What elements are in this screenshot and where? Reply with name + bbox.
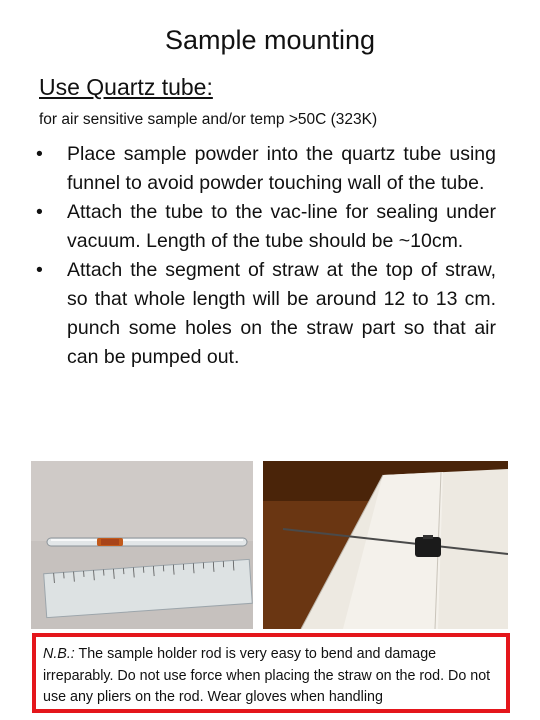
bullet-icon: •	[36, 201, 43, 223]
instruction-list	[36, 140, 496, 372]
sample-rod-photo-art	[263, 461, 508, 629]
quartz-tube-photo-art	[31, 461, 253, 629]
usage-condition-note: for air sensitive sample and/or temp >50C (323K)	[39, 111, 378, 128]
list-item	[36, 198, 496, 256]
note-label: N.B.:	[43, 646, 75, 662]
list-item	[36, 256, 496, 372]
quartz-tube-photo	[31, 461, 253, 629]
page-title: Sample mounting	[164, 25, 376, 55]
warning-note	[32, 633, 510, 713]
bullet-icon: •	[36, 259, 43, 281]
note-text: The sample holder rod is very easy to bend and damage irreparably. Do not use force when placing the straw on the rod. Do not use any pliers on the rod. Wear gloves when handling	[43, 646, 491, 705]
list-item-text: Place sample powder into the quartz tube using funnel to avoid powder touching wall of the tube.	[67, 143, 496, 194]
sample-rod-photo	[263, 461, 508, 629]
list-item-text: Attach the segment of straw at the top of straw, so that whole length will be around 12 to 13 cm. punch some holes on the straw part so that air can be pumped out.	[67, 259, 496, 368]
list-item-text: Attach the tube to the vac-line for sealing under vacuum. Length of the tube should be ~10cm.	[67, 201, 496, 252]
bullet-icon: •	[36, 143, 43, 165]
list-item	[36, 140, 496, 198]
section-heading: Use Quartz tube:	[39, 74, 213, 100]
